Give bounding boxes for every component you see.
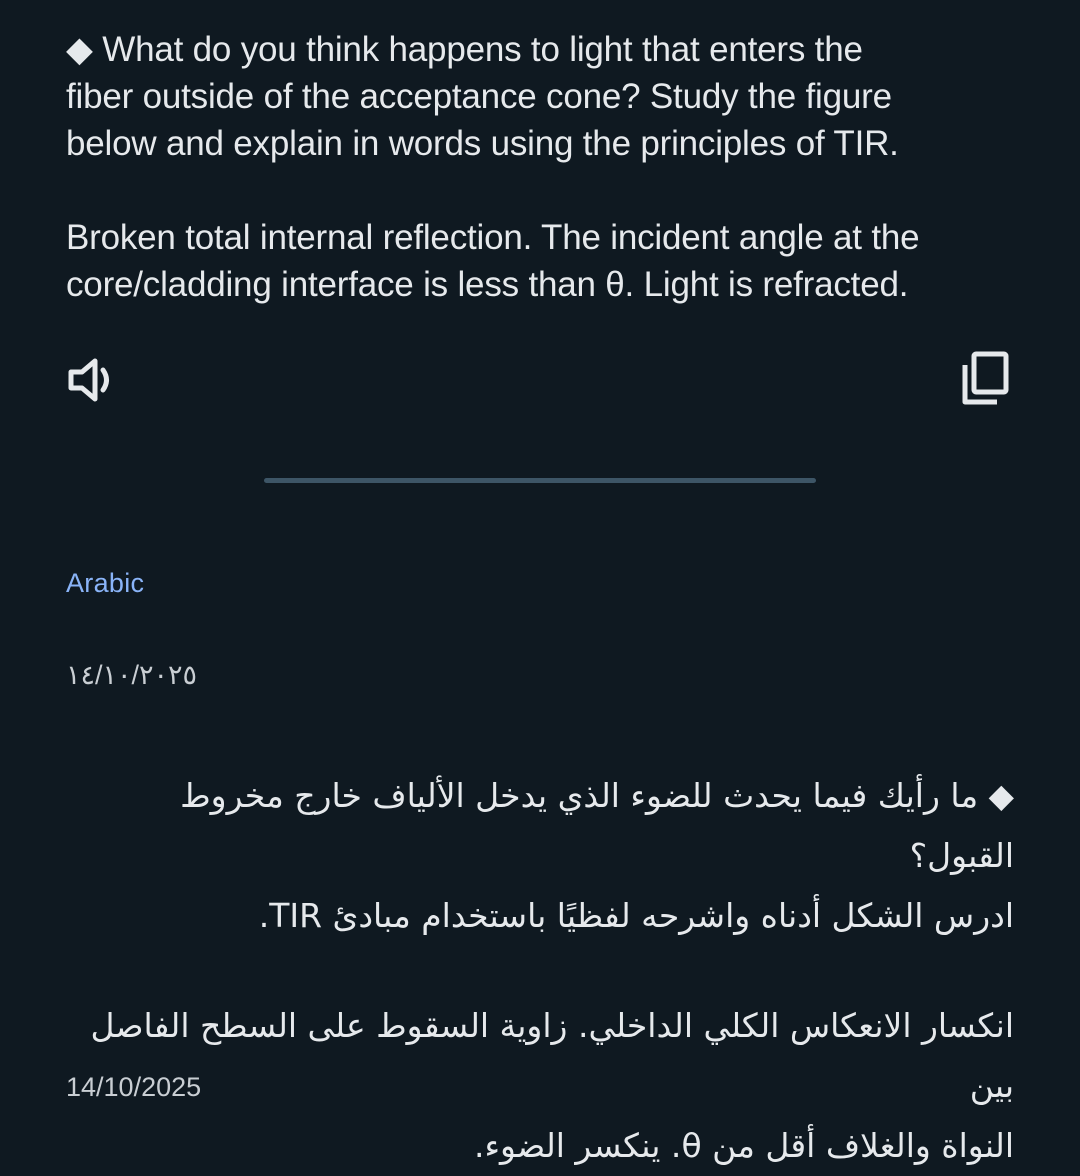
- listen-button[interactable]: [66, 354, 122, 406]
- translated-question-text: ◆ ما رأيك فيما يحدث للضوء الذي يدخل الألياف خارج مخروط القبول؟ ادرس الشكل أدناه واشرحه لفظيًا باستخدام مبادئ TIR.: [180, 776, 1014, 935]
- speaker-icon: [66, 354, 122, 406]
- action-row: [66, 350, 1012, 410]
- source-answer-text: Broken total internal reflection. The incident angle at the core/cladding interface is less than θ. Light is refracted.: [66, 218, 920, 304]
- next-entry-date: 14/10/2025: [66, 1072, 202, 1102]
- source-text-block: [66, 26, 1026, 308]
- source-question-text: ◆ What do you think happens to light that enters the fiber outside of the acceptance cone? Study the figure below and explain in words using the principles of TIR.: [66, 30, 899, 163]
- copy-icon: [960, 350, 1012, 408]
- copy-button[interactable]: [960, 350, 1012, 408]
- target-language-label[interactable]: Arabic: [66, 568, 145, 598]
- translation-date: ١٤/١٠/٢٠٢٥: [66, 660, 198, 690]
- section-divider: [264, 478, 816, 483]
- translated-answer-text: انكسار الانعكاس الكلي الداخلي. زاوية السقوط على السطح الفاصل بين النواة والغلاف أقل من θ. ينكسر الضوء.: [90, 1006, 1014, 1165]
- translated-text-block: [66, 766, 1014, 1176]
